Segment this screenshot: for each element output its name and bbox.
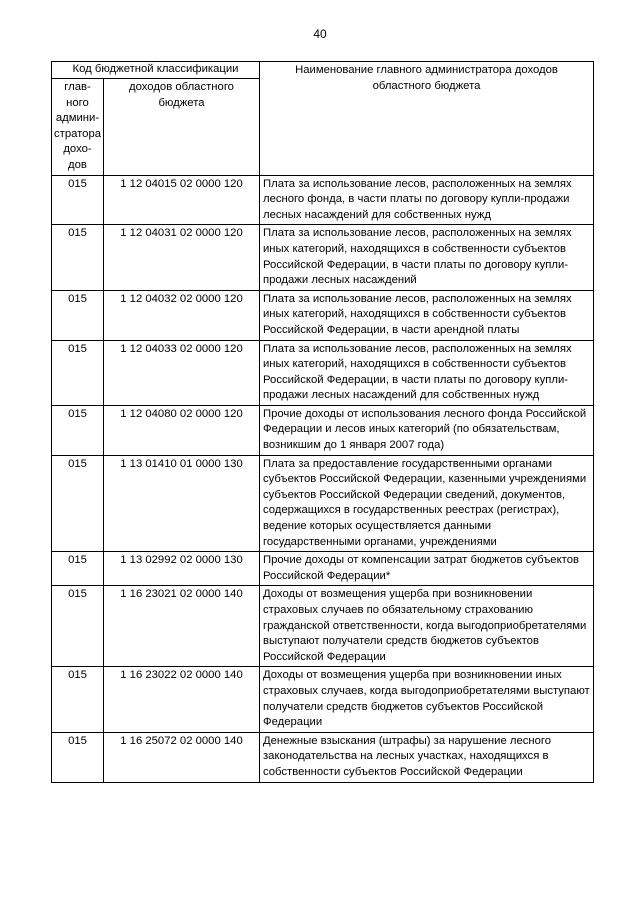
admin-code-cell: 015 [52,552,104,586]
income-code-cell: 1 13 02992 02 0000 130 [104,552,260,586]
table-row [52,552,594,586]
administrator-name-cell: Плата за предоставление государственными органами субъектов Российской Федерации, казенными учреждениями субъектов Российской Федерации сведений, документов, содержащихся в государственных реестрах (регистрах), ведение которых осуществляется данными государственными органами, учреждениями [260,455,594,552]
table-row [52,667,594,732]
table-row [52,340,594,405]
admin-code-cell: 015 [52,225,104,290]
page-number: 40 [313,27,327,41]
income-code-cell: 1 12 04015 02 0000 120 [104,175,260,225]
budget-classification-table [51,61,594,783]
table-row [52,586,594,667]
administrator-name-cell: Доходы от возмещения ущерба при возникновении иных страховых случаев, когда выгодоприобретателями выступают получатели средств бюджетов субъектов Российской Федерации [260,667,594,732]
administrator-name-cell: Плата за использование лесов, расположенных на землях иных категорий, находящихся в собственности субъектов Российской Федерации, в части платы по договору купли-продажи лесных насаждений для собственных нужд [260,340,594,405]
admin-code-cell: 015 [52,455,104,552]
header-budget-classification-code: Код бюджетной классификации [52,62,260,79]
admin-code-cell: 015 [52,290,104,340]
administrator-name-cell: Денежные взыскания (штрафы) за нарушение лесного законодательства на лесных участках, находящихся в собственности субъектов Российской Федерации [260,732,594,782]
income-code-cell: 1 16 23021 02 0000 140 [104,586,260,667]
admin-code-cell: 015 [52,340,104,405]
administrator-name-cell: Доходы от возмещения ущерба при возникновении страховых случаев по обязательному страхованию гражданской ответственности, когда выгодоприобретателями выступают получатели средств бюджетов субъектов Российской Федерации [260,586,594,667]
income-code-cell: 1 12 04033 02 0000 120 [104,340,260,405]
income-code-cell: 1 13 01410 01 0000 130 [104,455,260,552]
table-body [52,175,594,782]
administrator-name-cell: Плата за использование лесов, расположенных на землях лесного фонда, в части платы по договору купли-продажи лесных насаждений для собственных нужд [260,175,594,225]
income-code-cell: 1 12 04080 02 0000 120 [104,405,260,455]
table-row [52,732,594,782]
header-administrator-name: Наименование главного администратора доходов областного бюджета [260,62,594,176]
table-row [52,405,594,455]
income-code-cell: 1 12 04032 02 0000 120 [104,290,260,340]
table-row [52,175,594,225]
header-main-administrator: глав-ного админи-стратора дохо-дов [52,79,104,176]
income-code-cell: 1 12 04031 02 0000 120 [104,225,260,290]
administrator-name-cell: Плата за использование лесов, расположенных на землях иных категорий, находящихся в собственности субъектов Российской Федерации, в части платы по договору купли-продажи лесных насаждений [260,225,594,290]
table-row [52,225,594,290]
header-income-code: доходов областного бюджета [104,79,260,176]
admin-code-cell: 015 [52,732,104,782]
administrator-name-cell: Плата за использование лесов, расположенных на землях иных категорий, находящихся в собственности субъектов Российской Федерации, в части арендной платы [260,290,594,340]
admin-code-cell: 015 [52,667,104,732]
income-code-cell: 1 16 25072 02 0000 140 [104,732,260,782]
administrator-name-cell: Прочие доходы от компенсации затрат бюджетов субъектов Российской Федерации* [260,552,594,586]
table-header-row [52,62,594,79]
table-row [52,290,594,340]
admin-code-cell: 015 [52,586,104,667]
table-row [52,455,594,552]
admin-code-cell: 015 [52,405,104,455]
administrator-name-cell: Прочие доходы от использования лесного фонда Российской Федерации и лесов иных категорий (по обязательствам, возникшим до 1 января 2007 года) [260,405,594,455]
admin-code-cell: 015 [52,175,104,225]
income-code-cell: 1 16 23022 02 0000 140 [104,667,260,732]
